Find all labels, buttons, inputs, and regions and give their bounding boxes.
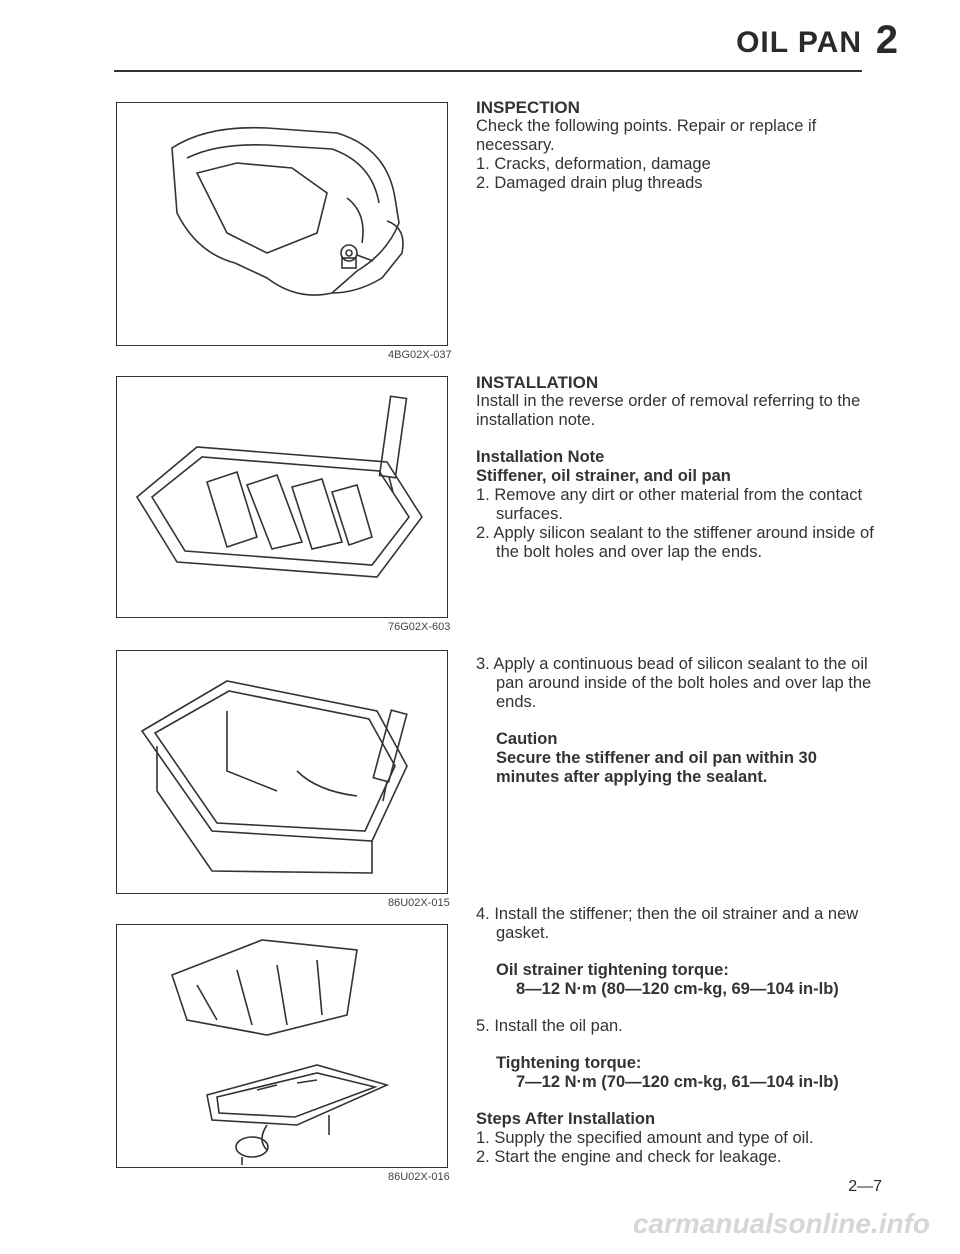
oil-pan-sealant-drawing: [117, 651, 447, 893]
torque1-value: 8—12 N·m (80—120 cm-kg, 69—104 in-lb): [516, 980, 839, 998]
page-number: 2—7: [848, 1178, 882, 1195]
installation-step4-section: [476, 905, 876, 1167]
figure-code: 4BG02X-037: [388, 349, 452, 361]
inspection-section: [476, 98, 876, 193]
after-item: 1. Supply the specified amount and type of oil.: [476, 1129, 814, 1147]
inspection-heading: INSPECTION: [476, 98, 580, 117]
installation-step: 3. Apply a continuous bead of silicon sealant to the oil pan around inside of the bolt holes and over lap the ends.: [476, 655, 872, 711]
installation-step: 2. Apply silicon sealant to the stiffener around inside of the bolt holes and over lap the ends.: [476, 524, 874, 561]
chapter-number: 2: [875, 18, 898, 62]
figure-oil-pan-inspection: [116, 102, 448, 346]
installation-step: 1. Remove any dirt or other material from the contact surfaces.: [476, 486, 863, 523]
inspection-item: 1. Cracks, deformation, damage: [476, 155, 711, 173]
installation-section: [476, 373, 876, 562]
header-rule: [114, 70, 862, 72]
installation-step3-section: [476, 655, 876, 787]
inspection-intro: Check the following points. Repair or replace if necessary.: [476, 117, 817, 154]
stiffener-drawing: [117, 377, 447, 617]
caution-text: Secure the stiffener and oil pan within 30 minutes after applying the sealant.: [496, 749, 817, 786]
torque2-value: 7—12 N·m (70—120 cm-kg, 61—104 in-lb): [516, 1073, 839, 1091]
header-title: OIL PAN: [736, 26, 862, 59]
figure-code: 76G02X-603: [388, 621, 451, 633]
assembly-drawing: [117, 925, 447, 1167]
installation-heading: INSTALLATION: [476, 373, 599, 392]
torque2-label: Tightening torque:: [496, 1054, 642, 1072]
inspection-item: 2. Damaged drain plug threads: [476, 174, 703, 192]
installation-note-sub: Stiffener, oil strainer, and oil pan: [476, 467, 731, 485]
figure-oil-pan-sealant: [116, 650, 448, 894]
figure-code: 86U02X-016: [388, 1171, 450, 1183]
figure-assembly: [116, 924, 448, 1168]
caution-label: Caution: [496, 730, 558, 748]
figure-code: 86U02X-015: [388, 897, 450, 909]
oil-pan-drawing: [117, 103, 447, 345]
installation-step: 4. Install the stiffener; then the oil strainer and a new gasket.: [476, 905, 859, 942]
torque1-label: Oil strainer tightening torque:: [496, 961, 729, 979]
installation-intro: Install in the reverse order of removal referring to the installation note.: [476, 392, 861, 429]
after-heading: Steps After Installation: [476, 1110, 656, 1128]
watermark: carmanualsonline.info: [632, 1208, 930, 1239]
after-item: 2. Start the engine and check for leakage.: [476, 1148, 782, 1166]
installation-note-heading: Installation Note: [476, 448, 605, 466]
figure-stiffener-sealant: [116, 376, 448, 618]
installation-step: 5. Install the oil pan.: [476, 1017, 623, 1035]
